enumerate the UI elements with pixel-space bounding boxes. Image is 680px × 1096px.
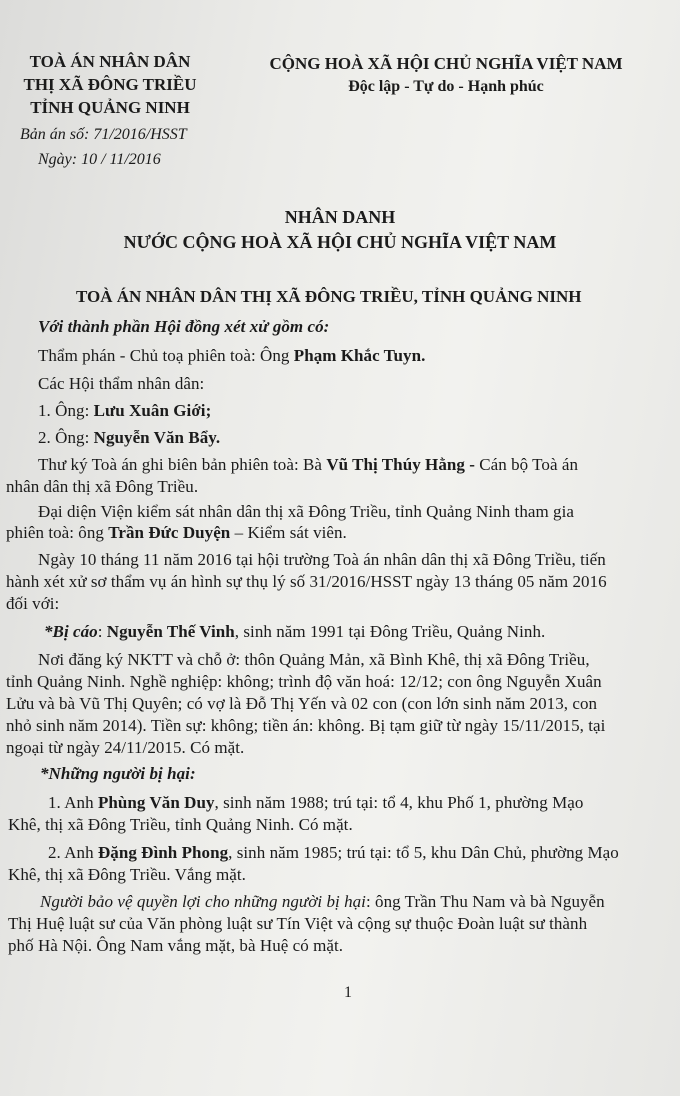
defendant-detail-3: Lửu và bà Vũ Thị Quyên; có vợ là Đỗ Thị Yến và 02 con (con lớn sinh năm 2013, con [6, 694, 598, 713]
title-line1: NHÂN DANH [284, 207, 396, 227]
counsel-label: Người bảo vệ quyền lợi cho những người bị hại [40, 892, 366, 911]
victim-2-prefix: 2. Anh [48, 843, 98, 862]
victim-1-line1 [48, 793, 583, 813]
assessor-1-prefix: 1. Ông: [38, 401, 94, 420]
victim-1-prefix: 1. Anh [48, 793, 98, 812]
counsel-line2: Thị Huệ luật sư của Văn phòng luật sư Tín Việt và cộng sự thuộc Đoàn luật sư thành [8, 914, 588, 933]
judge-line [38, 346, 425, 366]
victim-1-name: Phùng Văn Duy [97, 793, 215, 812]
victim-2-line2: Khê, thị xã Đông Triều. Vắng mặt. [8, 865, 246, 884]
victim-2-name: Đặng Đình Phong [97, 843, 229, 862]
assessor-1-name: Lưu Xuân Giới; [93, 401, 212, 420]
court-name-line1: TOÀ ÁN NHÂN DÂN [29, 52, 191, 71]
page-number: 1 [344, 984, 352, 1001]
clerk-suffix: Cán bộ Toà án [474, 455, 579, 474]
clerk-line2: nhân dân thị xã Đông Triều. [6, 477, 199, 496]
judge-prefix: Thẩm phán - Chủ toạ phiên toà: Ông [38, 346, 294, 365]
clerk-name: Vũ Thị Thúy Hằng - [326, 455, 475, 474]
defendant-detail-4: nhỏ sinh năm 2014). Tiền sự: không; tiền án: không. Bị tạm giữ từ ngày 15/11/2015, tại [6, 716, 606, 735]
defendant-detail-5: ngoại từ ngày 24/11/2015. Có mặt. [6, 738, 245, 757]
defendant-line [44, 622, 545, 642]
title-line2: NƯỚC CỘNG HOÀ XÃ HỘI CHỦ NGHĨA VIỆT NAM [123, 232, 557, 252]
judge-name: Phạm Khắc Tuyn. [293, 346, 426, 365]
defendant-label: *Bị cáo [44, 622, 98, 641]
national-motto: Độc lập - Tự do - Hạnh phúc [348, 78, 544, 95]
judgment-date: Ngày: 10 / 11/2016 [38, 151, 161, 168]
defendant-birth: , sinh năm 1991 tại Đông Triều, Quảng Ninh. [234, 622, 546, 641]
assessor-2-prefix: 2. Ông: [38, 428, 94, 447]
court-full-name: TOÀ ÁN NHÂN DÂN THỊ XÃ ĐÔNG TRIỀU, TỈNH QUẢNG NINH [76, 287, 582, 306]
assessor-1 [38, 401, 211, 421]
hearing-line3: đối với: [6, 594, 60, 613]
victim-1-line2: Khê, thị xã Đông Triều, tỉnh Quảng Ninh. Có mặt. [8, 815, 353, 834]
assessor-2-name: Nguyễn Văn Bẩy. [93, 428, 221, 447]
assessors-label: Các Hội thẩm nhân dân: [38, 374, 205, 393]
defendant-detail-1: Nơi đăng ký NKTT và chỗ ở: thôn Quảng Mản, xã Bình Khê, thị xã Đông Triều, [38, 650, 590, 669]
victim-2-details: , sinh năm 1985; trú tại: tổ 5, khu Dân Chủ, phường Mạo [228, 843, 619, 862]
panel-heading: Với thành phần Hội đồng xét xử gồm có: [38, 317, 330, 336]
counsel-line1 [40, 892, 605, 912]
counsel-line3: phố Hà Nội. Ông Nam vắng mặt, bà Huệ có mặt. [8, 936, 344, 955]
victims-heading: *Những người bị hại: [40, 764, 196, 783]
court-name-line3: TỈNH QUẢNG NINH [30, 98, 190, 117]
hearing-line2: hành xét xử sơ thẩm vụ án hình sự thụ lý số 31/2016/HSST ngày 13 tháng 05 năm 2016 [6, 572, 607, 591]
prosecutor-name: Trần Đức Duyện [108, 523, 231, 542]
procuracy-prefix: phiên toà: ông [6, 523, 109, 542]
counsel-names: : ông Trần Thu Nam và bà Nguyễn [365, 892, 605, 911]
court-name-line2: THỊ XÃ ĐÔNG TRIỀU [23, 75, 197, 94]
case-number: Bản án số: 71/2016/HSST [20, 126, 187, 143]
victim-2-line1 [48, 843, 619, 863]
clerk-prefix: Thư ký Toà án ghi biên bản phiên toà: Bà [38, 455, 327, 474]
victim-1-details: , sinh năm 1988; trú tại: tổ 4, khu Phố 1, phường Mạo [214, 793, 584, 812]
defendant-colon: : [97, 622, 107, 641]
procuracy-line2 [6, 523, 347, 543]
hearing-line1: Ngày 10 tháng 11 năm 2016 tại hội trường Toà án nhân dân thị xã Đông Triều, tiến [38, 550, 606, 569]
clerk-line1 [38, 455, 578, 475]
procuracy-suffix: – Kiểm sát viên. [230, 523, 347, 542]
nation-title: CỘNG HOÀ XÃ HỘI CHỦ NGHĨA VIỆT NAM [269, 54, 623, 73]
defendant-detail-2: tỉnh Quảng Ninh. Nghề nghiệp: không; trình độ văn hoá: 12/12; con ông Nguyễn Xuân [6, 672, 602, 691]
assessor-2 [38, 428, 220, 448]
defendant-name: Nguyễn Thế Vinh [106, 622, 235, 641]
procuracy-line1: Đại diện Viện kiểm sát nhân dân thị xã Đông Triều, tỉnh Quảng Ninh tham gia [38, 502, 574, 521]
